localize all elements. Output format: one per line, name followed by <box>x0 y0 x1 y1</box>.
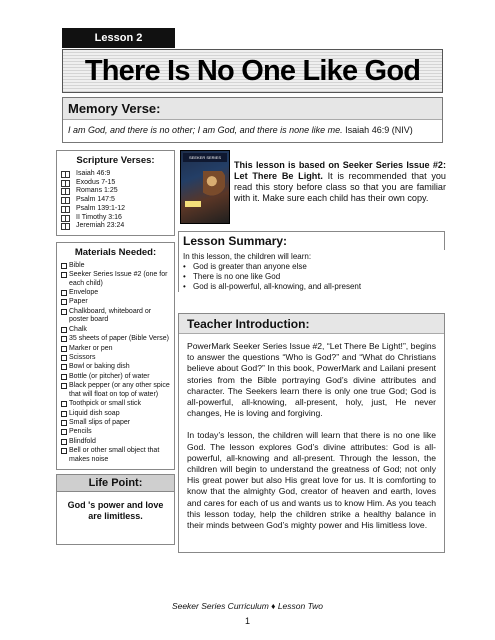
book-icon <box>61 197 70 204</box>
memory-verse-reference: Isaiah 46:9 (NIV) <box>345 125 413 135</box>
bullet-icon: • <box>183 262 186 271</box>
checkbox-icon <box>61 290 67 296</box>
sidebar <box>56 150 175 545</box>
book-icon <box>61 215 70 222</box>
list-item: • There is no one like God <box>183 272 281 281</box>
cover-banner <box>185 201 201 207</box>
page-footer: Seeker Series Curriculum ♦ Lesson Two <box>171 601 324 611</box>
checkbox-icon <box>61 364 67 370</box>
list-item: Black pepper (or any other spice that will float on top of water) <box>61 382 170 398</box>
lesson-summary-body <box>178 250 445 292</box>
teacher-introduction-heading: Teacher Introduction: <box>179 314 444 334</box>
intro-bold: This lesson is based on Seeker Series Issue #2: Let There Be Light. <box>234 160 446 181</box>
comic-cover-image <box>180 150 230 224</box>
checkbox-icon <box>61 401 67 407</box>
checkbox-icon <box>61 374 67 380</box>
page-title: There Is No One Like God <box>84 54 421 87</box>
materials-heading: Materials Needed: <box>74 246 157 258</box>
list-item: • God is all-powerful, all-knowing, and all-present <box>183 282 362 291</box>
checkbox-icon <box>61 346 67 352</box>
list-item: Bottle (or pitcher) of water <box>61 373 170 381</box>
list-item: Marker or pen <box>61 345 170 353</box>
lesson-tab: Lesson 2 <box>62 28 175 48</box>
checkbox-icon <box>61 429 67 435</box>
list-item: Isaiah 46:9 <box>61 170 170 179</box>
cover-figure <box>203 171 225 205</box>
book-icon <box>61 180 70 187</box>
list-item: Romans 1:25 <box>61 187 170 196</box>
list-item: Psalm 139:1-12 <box>61 205 170 214</box>
paragraph: In today’s lesson, the children will learn that there is no one like God. The lesson explores God’s divine attributes: God is all-powerful, all-knowing and all-present. Through the lesson, the children will begin to understand the greatness of God; not only His great power but also His great love for us. It is comforting to know that the almighty God, creator of heaven and earth, loves and cares for each of us and wants us to know Him. As you teach this lesson today, help the children strike a healthy balance in their minds between God’s mighty power and His limitless love. <box>187 430 436 531</box>
lesson-summary-lead: In this lesson, the children will learn: <box>183 252 312 261</box>
list-item: Blindfold <box>61 438 170 446</box>
paragraph: PowerMark Seeker Series Issue #2, “Let There Be Light!”, begins to answer the questions “Who is God?” and “What do Christians believe about God?” In this book, PowerMark and Lailani present stories from the Bible portraying God’s divine attributes and character. The Seekers learn there is only one true God; God is all-powerful, all-knowing, all-present, holy, just, He never changes, He is loving and forgiving. <box>187 341 436 419</box>
book-icon <box>61 223 70 230</box>
memory-verse-quote: I am God, and there is no other; I am God, and there is none like me. <box>68 125 343 135</box>
book-icon <box>61 206 70 213</box>
book-icon <box>61 188 70 195</box>
scripture-verses-heading: Scripture Verses: <box>76 155 155 166</box>
lesson-summary-heading: Lesson Summary: <box>178 231 445 250</box>
teacher-introduction-box <box>178 313 445 553</box>
page-number: 1 <box>244 616 250 626</box>
life-point-heading: Life Point: <box>56 474 175 492</box>
list-item: Envelope <box>61 289 170 297</box>
list-item: Chalk <box>61 326 170 334</box>
list-item: Seeker Series Issue #2 (one for each child) <box>61 271 170 287</box>
list-item: Pencils <box>61 428 170 436</box>
title-banner <box>62 49 443 93</box>
scripture-verses-box <box>56 150 175 236</box>
checkbox-icon <box>61 263 67 269</box>
list-item: Bell or other small object that makes noise <box>61 447 170 463</box>
intro-paragraph <box>234 160 446 204</box>
checkbox-icon <box>61 299 67 305</box>
checkbox-icon <box>61 355 67 361</box>
checkbox-icon <box>61 383 67 389</box>
cover-masthead: SEEKER SERIES <box>183 153 227 162</box>
list-item: Chalkboard, whiteboard or poster board <box>61 308 170 324</box>
memory-verse-text <box>63 120 442 135</box>
list-item: Liquid dish soap <box>61 410 170 418</box>
checkbox-icon <box>61 336 67 342</box>
list-item: Jeremiah 23:24 <box>61 222 170 231</box>
checkbox-icon <box>61 448 67 454</box>
checkbox-icon <box>61 411 67 417</box>
list-item: Bible <box>61 262 170 270</box>
list-item: Bowl or baking dish <box>61 363 170 371</box>
teacher-introduction-body <box>179 334 444 531</box>
checkbox-icon <box>61 439 67 445</box>
lesson-summary-box <box>178 231 445 292</box>
memory-verse-heading: Memory Verse: <box>63 98 442 120</box>
list-item: Toothpick or small stick <box>61 400 170 408</box>
book-icon <box>61 171 70 178</box>
list-item: Psalm 147:5 <box>61 196 170 205</box>
materials-box <box>56 242 175 470</box>
checkbox-icon <box>61 272 67 278</box>
list-item: 35 sheets of paper (Bible Verse) <box>61 335 170 343</box>
checkbox-icon <box>61 327 67 333</box>
intro-rest: It is recommended that you read this story before class so that you are familiar with it. Make sure each child has their own copy. <box>234 171 446 203</box>
life-point-text: God 's power and love are limitless. <box>56 492 175 545</box>
checkbox-icon <box>61 309 67 315</box>
scripture-verses-list <box>61 170 170 231</box>
list-item: • God is greater than anyone else <box>183 262 307 271</box>
checkbox-icon <box>61 420 67 426</box>
list-item: Exodus 7-15 <box>61 179 170 188</box>
memory-verse-box <box>62 97 443 143</box>
bullet-icon: • <box>183 282 186 291</box>
list-item: Scissors <box>61 354 170 362</box>
materials-list <box>61 262 170 464</box>
list-item: Paper <box>61 298 170 306</box>
list-item: II Timothy 3:16 <box>61 214 170 223</box>
bullet-icon: • <box>183 272 186 281</box>
list-item: Small slips of paper <box>61 419 170 427</box>
